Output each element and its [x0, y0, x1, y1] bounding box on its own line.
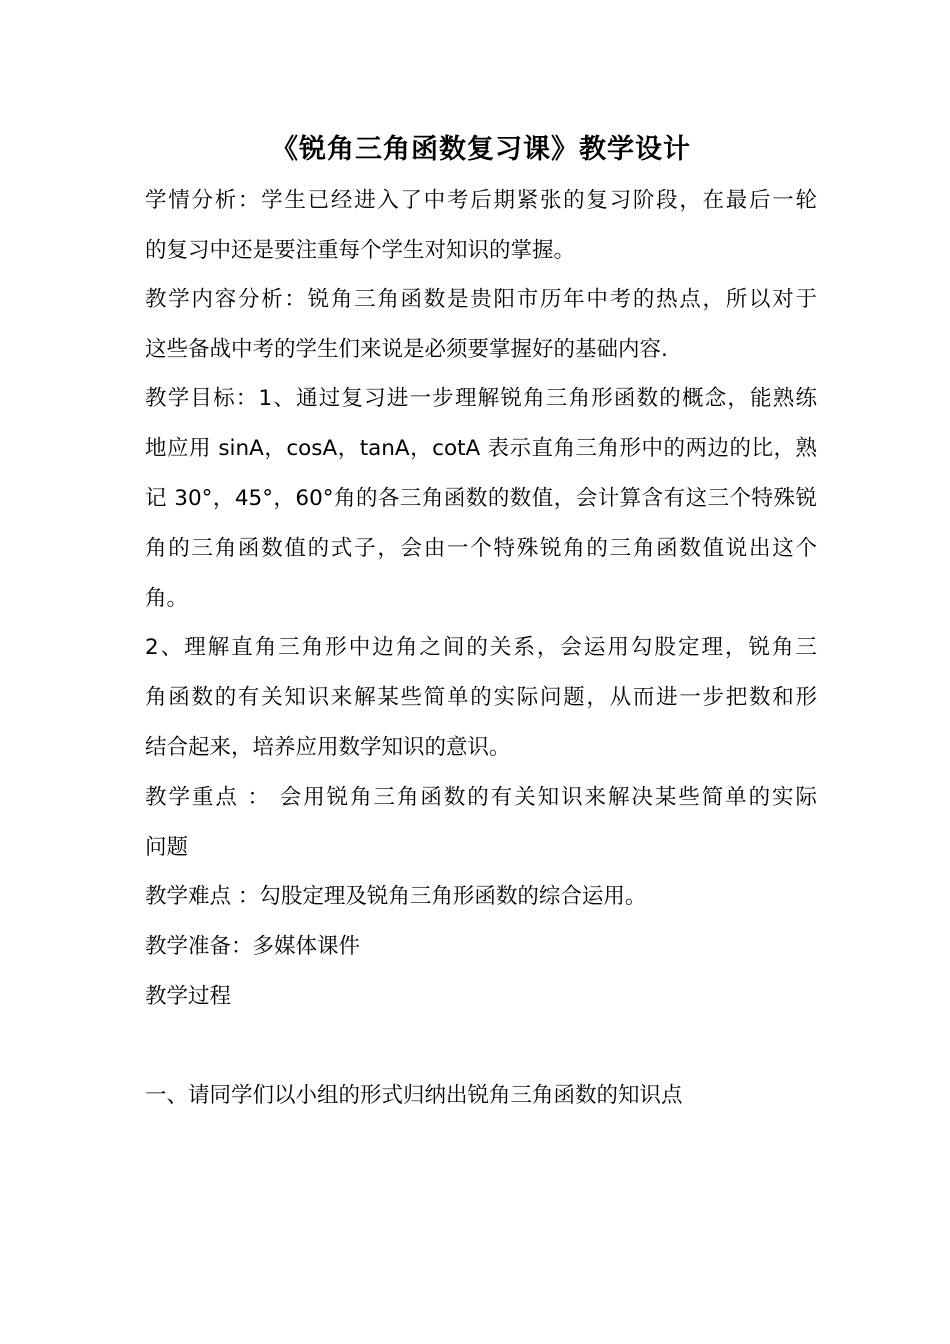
section-heading: 一、请同学们以小组的形式归纳出锐角三角函数的知识点: [145, 1083, 683, 1108]
paragraph-line: 地应用 sinA，cosA，tanA，cotA 表示直角三角形中的两边的比，熟: [145, 436, 817, 461]
document-title: [0, 130, 950, 170]
paragraph-line: 角。: [145, 586, 189, 611]
paragraph-line: 的复习中还是要注重每个学生对知识的掌握。: [145, 238, 576, 263]
paragraph-line: 学情分析：学生已经进入了中考后期紧张的复习阶段，在最后一轮: [145, 188, 817, 213]
paragraph-line: 记 30°，45°，60°角的各三角函数的数值，会计算含有这三个特殊锐: [145, 486, 817, 511]
paragraph-line: 教学内容分析：锐角三角函数是贵阳市历年中考的热点，所以对于: [145, 287, 817, 312]
paragraph-line: 结合起来，培养应用数学知识的意识。: [145, 735, 511, 760]
paragraph-line: 教学过程: [145, 984, 232, 1009]
paragraph-line: 2、理解直角三角形中边角之间的关系，会运用勾股定理，锐角三: [145, 635, 817, 660]
paragraph-line: 这些备战中考的学生们来说是必须要掌握好的基础内容.: [145, 337, 668, 362]
paragraph-line: 角函数的有关知识来解某些简单的实际问题，从而进一步把数和形: [145, 685, 817, 710]
paragraph-line: 教学重点 ： 会用锐角三角函数的有关知识来解决某些简单的实际: [145, 785, 817, 810]
paragraph-line: 教学目标：1、通过复习进一步理解锐角三角形函数的概念，能熟练: [145, 386, 817, 411]
paragraph-line: 角的三角函数值的式子，会由一个特殊锐角的三角函数值说出这个: [145, 536, 817, 561]
paragraph-line: 问题: [145, 835, 189, 860]
paragraph-line: 教学准备：多媒体课件: [145, 934, 361, 959]
document-title-text: 《锐角三角函数复习课》教学设计: [271, 134, 691, 165]
paragraph-line: 教学难点 ：勾股定理及锐角三角形函数的综合运用。: [145, 884, 647, 909]
